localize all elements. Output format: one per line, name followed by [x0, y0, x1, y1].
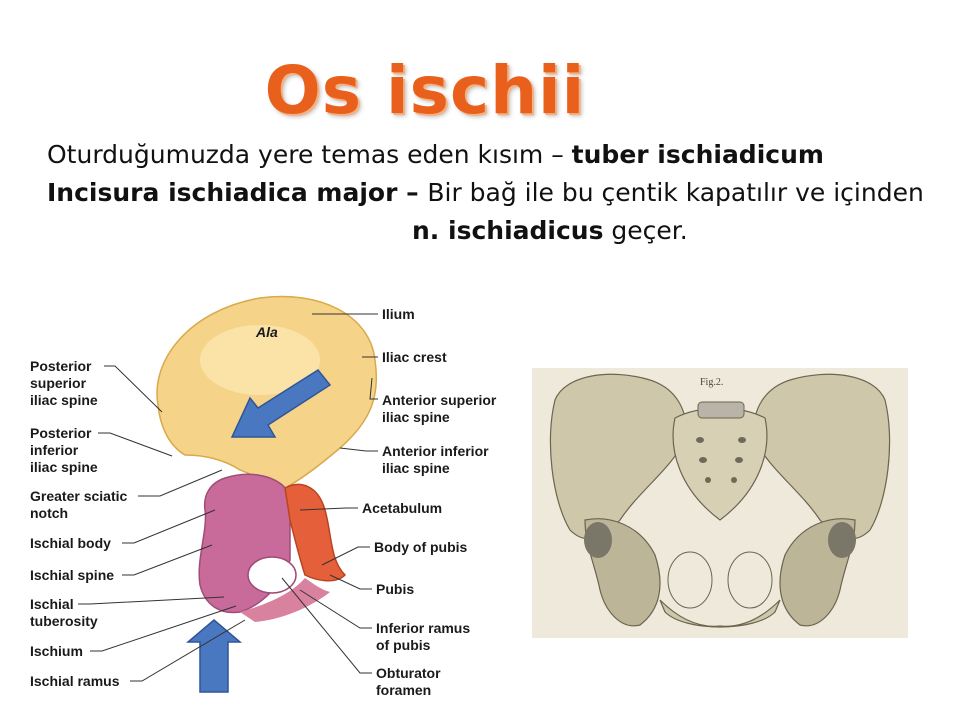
- label-aiis: Anterior inferior iliac spine: [382, 443, 489, 476]
- line3-text: geçer.: [603, 216, 688, 245]
- right-labels: [362, 306, 500, 698]
- label-iliac-crest: Iliac crest: [382, 349, 447, 365]
- label-ilium: Ilium: [382, 306, 415, 322]
- slide-title: Os ischii: [264, 52, 586, 129]
- label-obturator-foramen: Obturator foramen: [376, 665, 441, 698]
- pelvis-engraving: [532, 368, 908, 638]
- line2-text: Bir bağ ile bu çentik kapatılır ve içinden: [427, 178, 924, 207]
- label-psis: Posterior superior iliac spine: [30, 358, 98, 408]
- label-body-of-pubis: Body of pubis: [374, 539, 468, 555]
- label-asis: Anterior superior iliac spine: [382, 392, 497, 425]
- left-foramen-shape: [668, 552, 712, 608]
- label-ischial-tuberosity: Ischial tuberosity: [30, 596, 98, 629]
- figure-caption: Fig.2.: [700, 377, 724, 388]
- label-ischial-ramus: Ischial ramus: [30, 673, 120, 689]
- right-shadow-shape: [828, 522, 856, 558]
- label-ischial-spine: Ischial spine: [30, 567, 115, 583]
- label-greater-sciatic-notch: Greater sciatic notch: [30, 488, 128, 521]
- right-foramen-shape: [728, 552, 772, 608]
- line1-bold: tuber ischiadicum: [571, 140, 824, 169]
- vertebra-shape: [698, 402, 744, 418]
- left-shadow-shape: [584, 522, 612, 558]
- left-labels: [30, 358, 131, 689]
- tuberosity-arrow-icon: [188, 620, 240, 692]
- ala-label: Ala: [256, 324, 278, 340]
- line2-bold: Incisura ischiadica major –: [47, 178, 428, 207]
- line1-text: Oturduğumuzda yere temas eden kısım –: [47, 140, 572, 169]
- line3-bold: n. ischiadicus: [412, 216, 604, 245]
- label-ischial-body: Ischial body: [30, 535, 111, 551]
- obturator-foramen-shape: [248, 557, 296, 593]
- label-acetabulum: Acetabulum: [362, 500, 443, 516]
- label-pubis: Pubis: [376, 581, 415, 597]
- label-piis: Posterior inferior iliac spine: [30, 425, 98, 475]
- label-ischium: Ischium: [30, 643, 83, 659]
- label-inferior-ramus: Inferior ramus of pubis: [376, 620, 471, 653]
